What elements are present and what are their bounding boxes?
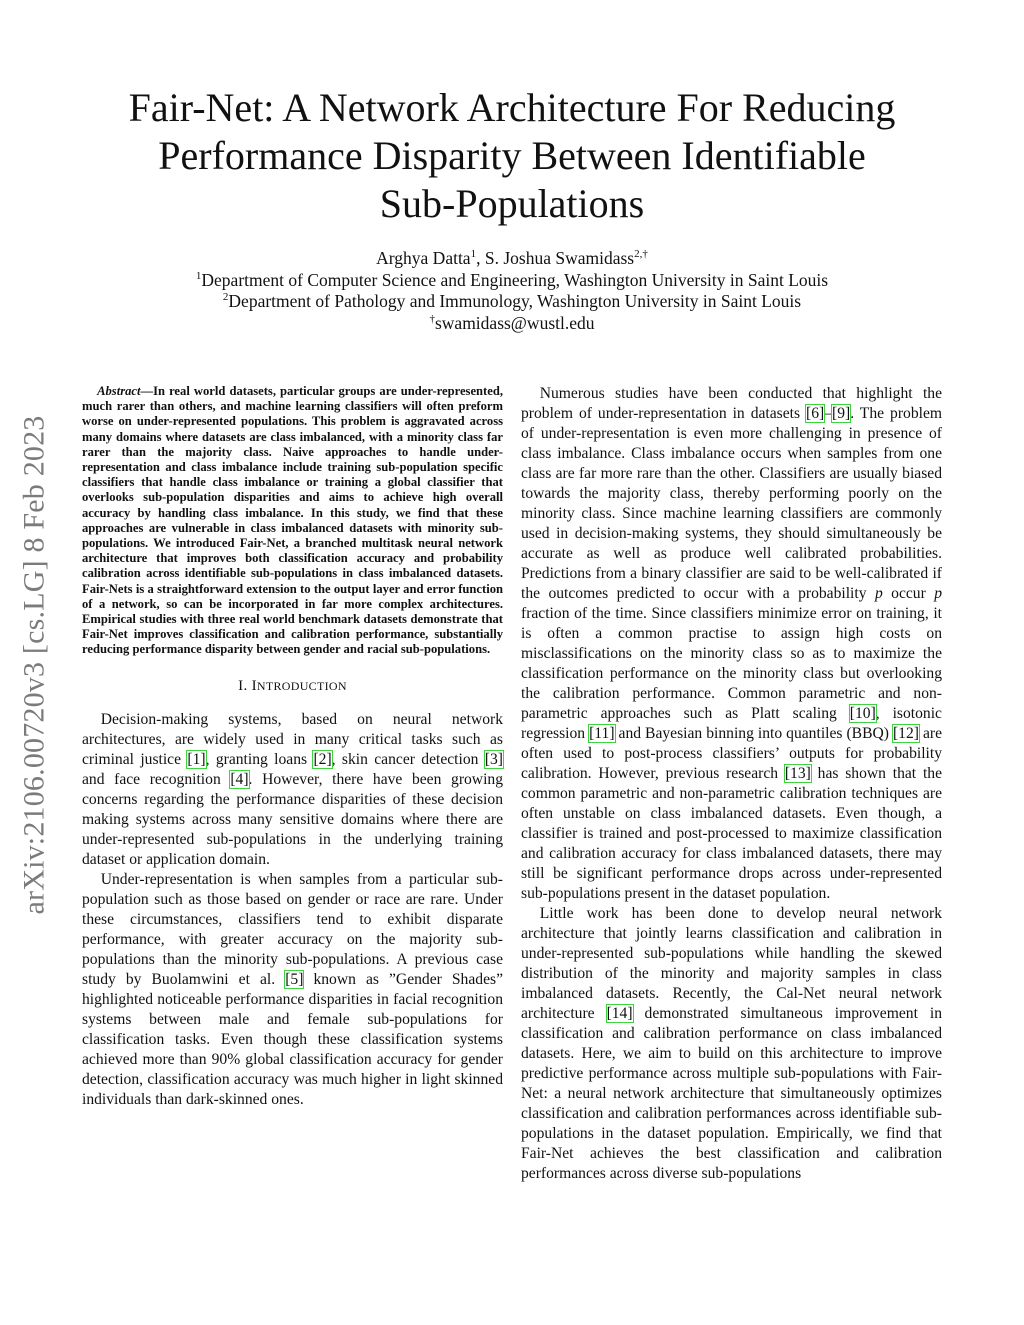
text-span: – (824, 405, 833, 422)
title-line-2: Performance Disparity Between Identifiable (158, 133, 866, 178)
text-span: Under-representation is when samples from a particular sub-population such as those based on gender or race are rare. Under these circumstances, classifiers tend to exhibit disparate performance, with greater accuracy on the majority sub-populations than the minority sub-populations. A previous case study by Buolamwini et al. (82, 870, 503, 988)
author-1-sup: 1 (470, 248, 477, 261)
arxiv-stamp (10, 365, 58, 965)
abstract-label: Abstract (97, 384, 141, 398)
email-sup: † (429, 312, 435, 325)
section-number: I. (238, 677, 252, 694)
abstract (82, 384, 503, 658)
text-span: . The problem of under-representation is even more challenging in presence of class imbalance. Class imbalance occurs when samples from one class are far more rare than the other. Classifiers are usually biased towards the majority class, thereby performing poorly on the minority class. Since machine learning classifiers are commonly used in decision-making systems, they should simultaneously be accurate as well as produce well calibrated probabilities. Predictions from a binary classifier are said to be well-calibrated if the outcomes predicted to occur with a probability (521, 405, 942, 602)
text-span: . However, there have been growing concerns regarding the performance disparities of these decision making systems across many sensitive domains where there are under-represented sub-populations in the underlying training dataset or application domain. (82, 770, 503, 868)
paper-title (80, 84, 944, 228)
text-span: Little work has been done to develop neural network architecture that jointly learns classification and calibration in under-represented sub-populations while handling the skewed distribution of the minority and majority samples in class imbalanced datasets. Recently, the Cal-Net neural network architecture (521, 905, 942, 1022)
affiliation-1 (80, 270, 944, 292)
text-span: fraction of the time. Since classifiers minimize error on training, it is often a common practise to assign high costs on misclassifications on the minority class so as to maximize the classification performance on the minority class but overlooking the calibration performance. Common parametric and non-parametric approaches such as Platt scaling (521, 605, 942, 722)
citation-3[interactable]: [3] (484, 750, 503, 768)
citation-10[interactable]: [10] (849, 705, 876, 722)
arxiv-stamp-text: arXiv:2106.00720v3 [cs.LG] 8 Feb 2023 (17, 415, 51, 915)
intro-paragraph-4 (521, 904, 942, 1184)
author-2-sup: 2,† (634, 248, 648, 261)
abstract-text: —In real world datasets, particular groups are under-represented, much rarer than others, and machine learning classifiers will often preform worse on under-represented populations. This problem is aggravated across many domains where datasets are class imbalanced, with a minority class far rarer than the majority class. Naive approaches to handle under-representation and class imbalance include training sub-population specific classifiers that handle class imbalance or training a global classifier that overlooks sub-population disparities and aims to achieve high overall accuracy by handling class imbalance. In this study, we find that these approaches are vulnerable in class imbalanced datasets with minority sub-populations. We introduced Fair-Net, a branched multitask neural network architecture that improves both classification accuracy and probability calibration across identifiable sub-populations in class imbalanced datasets. Fair-Nets is a straightforward extension to the output layer and error function of a network, so can be incorporated in far more complex architectures. Empirical studies with three real world benchmark datasets demonstrate that Fair-Net improves classification and calibration performance, substantially reducing performance disparity between gender and racial sub-populations. (82, 384, 503, 657)
title-line-3: Sub-Populations (379, 181, 645, 226)
text-span: occur (882, 585, 935, 602)
author-2: S. Joshua Swamidass (484, 248, 635, 268)
affiliation-2-text: Department of Pathology and Immunology, Washington University in Saint Louis (228, 291, 802, 311)
affiliation-2 (80, 291, 944, 313)
text-span: known as ”Gender Shades” highlighted noticeable performance disparities in facial recognition systems between male and female sub-populations for classification tasks. Even though these classification systems achieved more than 90% global classification accuracy for gender detection, classification accuracy was much higher in light skinned individuals than dark-skinned ones. (82, 970, 503, 1108)
math-variable: p (874, 585, 883, 602)
affiliation-1-sup: 1 (195, 269, 202, 282)
text-span: and Bayesian binning into quantiles (BBQ) (614, 725, 893, 742)
text-span: Decision-making systems, based on neural network architectures, are widely used in many critical tasks such as criminal justice (82, 710, 503, 768)
citation-12[interactable]: [12] (892, 725, 919, 742)
text-span: Numerous studies have been conducted that highlight the problem of under-representation in datasets (521, 385, 942, 422)
text-span: has shown that the common parametric and non-parametric calibration techniques are often unstable on class imbalanced datasets. Even though, a classifier is trained and post-processed to maximize classification and calibration accuracy for class imbalanced datasets, there may still be significant performance drops across under-represented sub-populations present in the dataset population. (521, 765, 942, 902)
intro-paragraph-2 (82, 870, 503, 1110)
author-separator: , (476, 248, 485, 268)
intro-paragraph-3 (521, 384, 942, 904)
email-address: swamidass@wustl.edu (434, 312, 595, 333)
text-span: , granting loans (205, 750, 314, 768)
citation-13[interactable]: [13] (784, 765, 811, 782)
author-line (80, 248, 944, 270)
intro-paragraph-1 (82, 710, 503, 870)
citation-1[interactable]: [1] (187, 750, 206, 768)
citation-14[interactable]: [14] (606, 1005, 633, 1022)
text-span: are often used to post-process classifiers’ outputs for probability calibration. However, previous research (521, 725, 942, 782)
citation-9[interactable]: [9] (832, 405, 851, 422)
right-column (521, 384, 942, 1184)
section-heading-introduction (82, 676, 503, 696)
section-title-cap: I (251, 677, 257, 694)
citation-5[interactable]: [5] (285, 970, 304, 988)
affiliation-2-sup: 2 (222, 291, 229, 304)
text-span: and face recognition (82, 770, 231, 788)
left-column (82, 384, 503, 1110)
affiliation-1-text: Department of Computer Science and Engineering, Washington University in Saint Louis (201, 269, 829, 290)
citation-11[interactable]: [11] (589, 725, 615, 742)
section-title-rest: NTRODUCTION (256, 678, 347, 693)
citation-2[interactable]: [2] (313, 750, 332, 768)
text-span: , isotonic regression (521, 705, 942, 742)
title-line-1: Fair-Net: A Network Architecture For Reducing (128, 85, 896, 130)
email-line (80, 313, 944, 335)
math-variable: p (934, 585, 942, 602)
text-span: , skin cancer detection (331, 750, 485, 768)
author-block (80, 248, 944, 334)
citation-6[interactable]: [6] (806, 405, 825, 422)
text-span: demonstrated simultaneous improvement in classification and calibration performance on class imbalanced datasets. Here, we aim to build on this architecture to improve predictive performance across multiple sub-populations with Fair-Net: a neural network architecture that simultaneously optimizes classification and calibration performances across identifiable sub-populations in the dataset population. Empirically, we find that Fair-Net achieves the best classification and calibration performances across diverse sub-populations (521, 1005, 943, 1182)
citation-4[interactable]: [4] (230, 770, 249, 788)
author-1: Arghya Datta (376, 248, 471, 268)
